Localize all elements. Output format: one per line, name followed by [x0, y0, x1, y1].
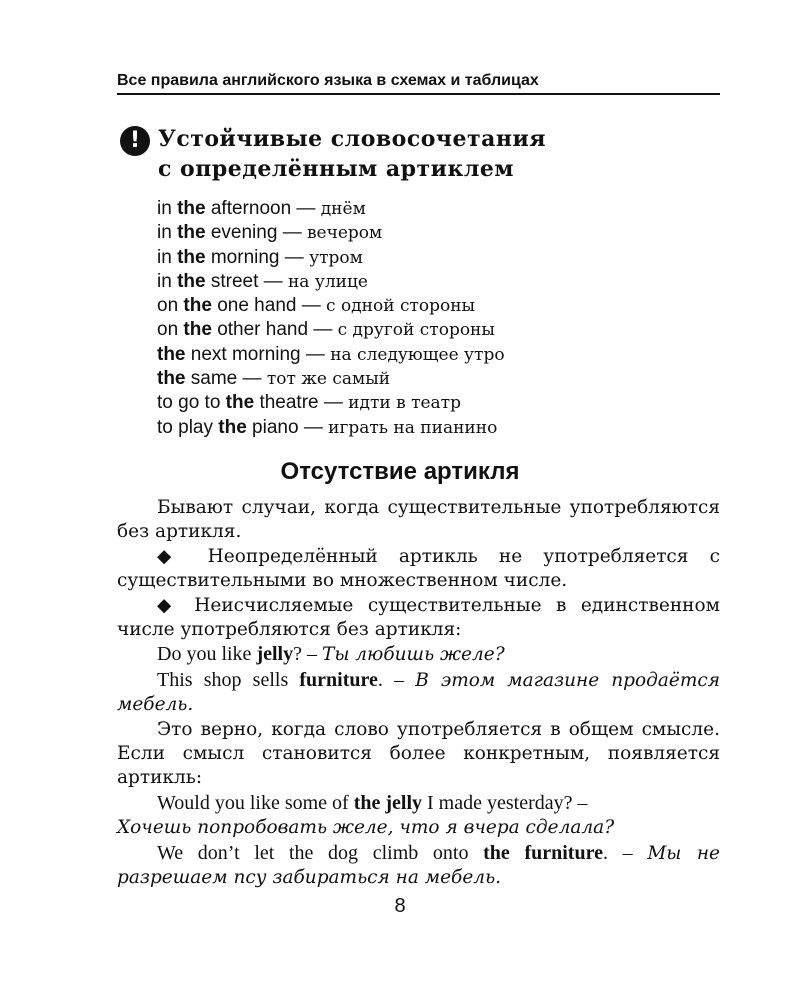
example-sentence: We don’t let the dog climb onto the furniture. – Мы не разрешаем псу забираться на мебель.: [117, 841, 720, 889]
example-sentence: Do you like jelly? – Ты любишь желе?: [157, 643, 505, 666]
example-sentence: Would you like some of the jelly I made yesterday? –: [157, 791, 588, 814]
phrase-item: the same — тот же самый: [157, 368, 391, 390]
bullet-paragraph: ◆ Неисчисляемые существительные в единственном числе употребляются без артикля:: [117, 594, 721, 641]
page-number: 8: [394, 895, 406, 917]
running-header: Все правила английского языка в схемах и таблицах: [117, 72, 720, 95]
phrase-item: on the one hand — с одной стороны: [157, 295, 476, 317]
phrase-item: in the morning — утром: [157, 246, 363, 268]
phrase-item: on the other hand — с другой стороны: [157, 319, 495, 341]
phrase-item: the next morning — на следующее утро: [157, 343, 505, 365]
phrase-list: [157, 197, 505, 440]
phrase-item: to play the piano — играть на пианино: [157, 416, 498, 438]
section-title-line-2: с определённым артиклем: [158, 156, 515, 182]
phrase-item: in the street — на улице: [157, 270, 368, 292]
paragraph: Бывают случаи, когда существительные употребляются без артикля.: [117, 497, 720, 543]
paragraph: Это верно, когда слово употребляется в общем смысле. Если смысл становится более конкретным, появляется артикль:: [117, 718, 720, 789]
section-title-line-1: Устойчивые словосочетания: [158, 126, 547, 152]
example-translation: Хочешь попробовать желе, что я вчера сделала?: [117, 817, 615, 839]
bullet-icon: ◆: [157, 594, 180, 616]
subsection-heading: Отсутствие артикля: [280, 458, 520, 485]
body-text: [117, 496, 720, 891]
bullet-paragraph: ◆ Неопределённый артикль не употребляется с существительными во множественном числе.: [117, 545, 720, 592]
section-title: [158, 124, 546, 184]
phrase-item: in the afternoon — днём: [157, 198, 366, 219]
exclamation-icon: !: [120, 126, 150, 156]
phrase-item: to go to the theatre — идти в театр: [157, 392, 461, 414]
example-sentence: This shop sells furniture. – В этом магазине продаётся мебель.: [117, 668, 720, 716]
bullet-icon: ◆: [157, 545, 187, 567]
phrase-item: in the evening — вечером: [157, 222, 383, 244]
